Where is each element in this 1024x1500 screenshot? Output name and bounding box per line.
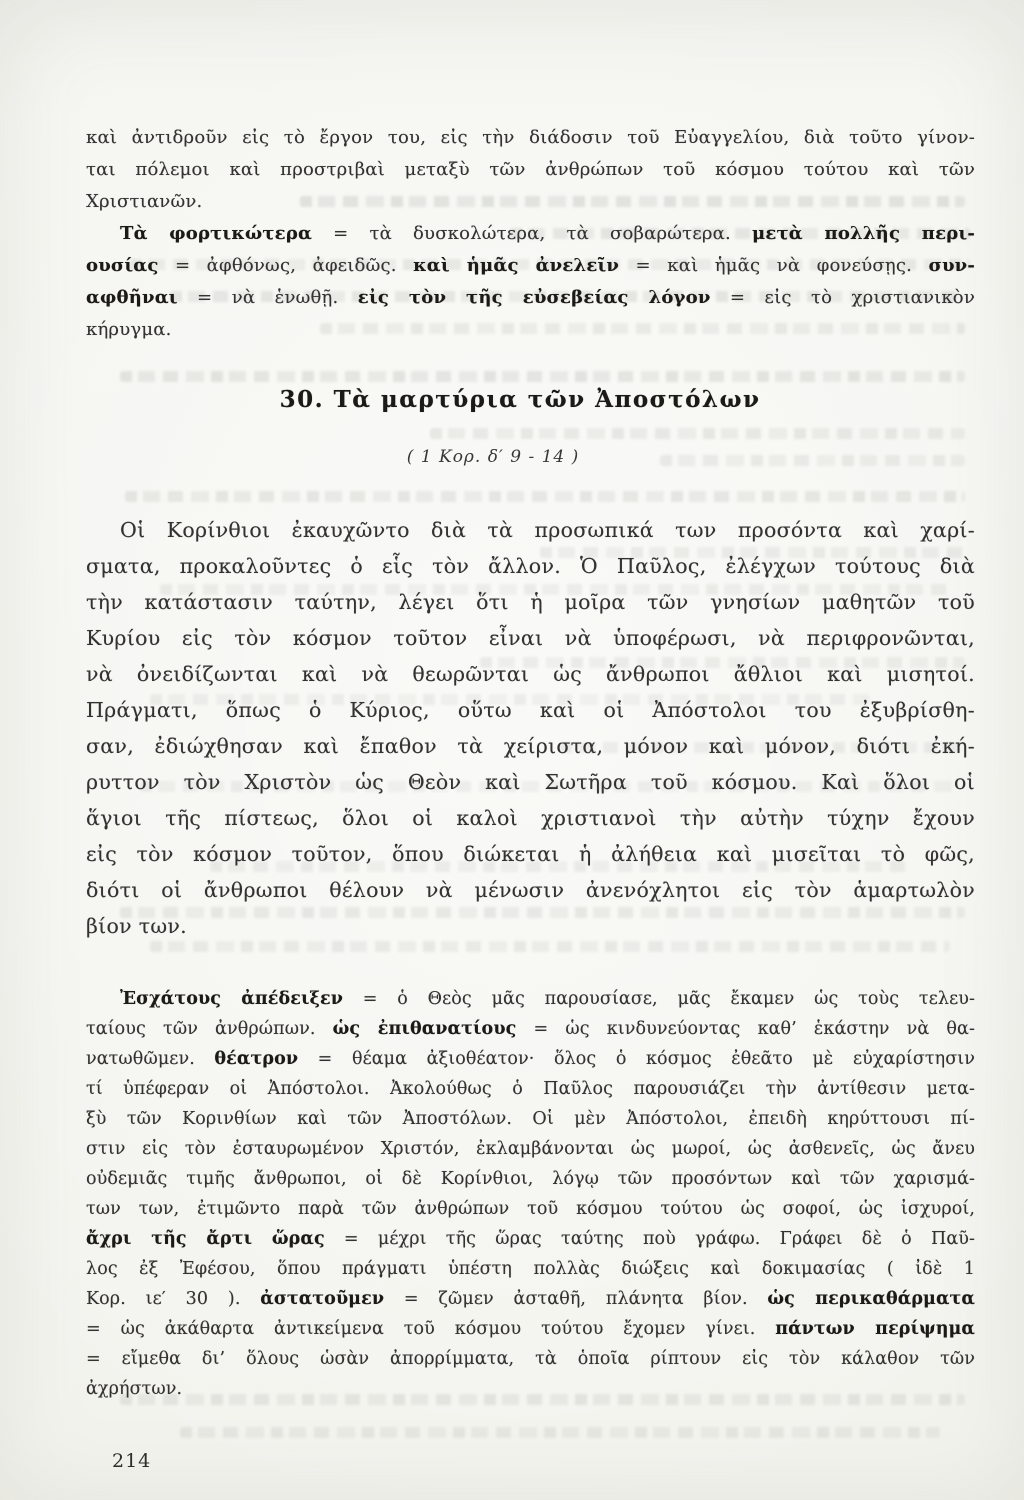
page-number: 214 [112,1450,152,1472]
text-segment: ταίους τῶν ἀνθρώπων. [86,1019,333,1039]
gloss-term: Τὰ φορτικώτερα [120,223,313,244]
text-line [86,656,975,692]
gloss-term: συν- [928,255,976,276]
text-segment: = ἀφθόνως, ἀφειδῶς. [158,255,414,276]
bleed-through-artifact [180,1427,940,1438]
bleed-through-artifact [120,371,965,382]
section-citation: ( 1 Κορ. δ′ 9 - 14 ) [406,447,580,467]
gloss-term: ὡς περικαθάρματα [767,1289,975,1309]
text-segment: ἅγιοι τῆς πίστεως, ὅλοι οἱ καλοὶ χριστιανοὶ τὴν αὐτὴν τύχην ἔχουν [86,806,975,830]
text-segment: ἀχρήστων. [86,1379,183,1399]
text-line [86,1194,975,1224]
text-segment: τὴν κατάστασιν ταύτην, λέγει ὅτι ἡ μοῖρα τῶν γνησίων μαθητῶν τοῦ [86,590,975,614]
text-segment: ται πόλεμοι καὶ προστριβαὶ μεταξὺ τῶν ἀνθρώπων τοῦ κόσμου τούτου καὶ τῶν [86,159,975,180]
text-segment: ρυττον τὸν Χριστὸν ὡς Θεὸν καὶ Σωτῆρα τοῦ κόσμου. Καὶ ὅλοι οἱ [86,770,975,794]
text-segment: = ὡς ἀκάθαρτα ἀντικείμενα τοῦ κόσμου τούτου ἔχομεν γίνει. [86,1319,776,1339]
text-segment: = νὰ ἑνωθῇ. [177,287,358,308]
text-line [86,1014,975,1044]
glossary-paragraph [86,984,975,1404]
gloss-term: καὶ ἡμᾶς ἀνελεῖν [413,255,620,276]
text-segment: νὰ ὀνειδίζωνται καὶ νὰ θεωρῶνται ὡς ἄνθρωποι ἄθλιοι καὶ μισητοί. [86,662,975,686]
bleed-through-artifact [125,491,965,502]
text-line [86,728,975,764]
text-line [86,1074,975,1104]
text-segment: Οἱ Κορίνθιοι ἐκαυχῶντο διὰ τὰ προσωπικά των προσόντα καὶ χαρί- [120,518,975,542]
text-line [86,282,975,314]
text-segment: = θέαμα ἀξιοθέατον· ὅλος ὁ κόσμος ἐθεᾶτο μὲ εὐχαρίστησιν [298,1049,975,1069]
text-line [86,908,975,944]
text-line [86,1314,975,1344]
gloss-term: ἄχρι τῆς ἄρτι ὥρας [86,1229,325,1249]
text-line [86,1254,975,1284]
text-line [86,1134,975,1164]
gloss-term: αφθῆναι [86,287,178,308]
text-segment: Κυρίου εἰς τὸν κόσμον τοῦτον εἶναι νὰ ὑποφέρωσι, νὰ περιφρονῶνται, [86,626,975,650]
text-segment: Πράγματι, ὅπως ὁ Κύριος, οὕτω καὶ οἱ Ἀπόστολοι του ἐξυβρίσθη- [86,698,975,722]
text-line [86,1284,975,1314]
text-line [86,1104,975,1134]
text-segment: νατωθῶμεν. [86,1049,215,1069]
text-line [86,1224,975,1254]
intro-paragraph [86,122,975,346]
text-line [86,314,975,346]
text-segment: των των, ἐτιμῶντο παρὰ τῶν ἀνθρώπων τοῦ κόσμου τούτου ὡς σοφοί, ὡς ἰσχυροί, [86,1199,975,1219]
gloss-term: ὡς ἐπιθανατίους [332,1019,517,1039]
text-segment: = ζῶμεν ἀσταθῆ, πλάνητα βίον. [384,1289,768,1309]
text-line [86,122,975,154]
text-segment: λος ἐξ Ἐφέσου, ὅπου πράγματι ὑπέστη πολλὰς διώξεις καὶ δοκιμασίας ( ἰδὲ 1 [86,1259,975,1279]
text-line [86,984,975,1014]
text-segment: = εἰς τὸ χριστιανικὸν [710,287,975,308]
text-line [86,764,975,800]
text-segment: Χριστιανῶν. [86,191,203,212]
text-segment: σαν, ἐδιώχθησαν καὶ ἔπαθον τὰ χείριστα, μόνον καὶ μόνον, διότι ἐκή- [86,734,975,758]
section-heading: 30. Τὰ μαρτύρια τῶν Ἀποστόλων [279,386,761,413]
text-segment: διότι οἱ ἄνθρωποι θέλουν νὰ μένωσιν ἀνενόχλητοι εἰς τὸν ἁμαρτωλὸν [86,878,975,902]
text-segment: = ὡς κινδυνεύοντας καθ’ ἑκάστην νὰ θα- [516,1019,975,1039]
text-segment: βίον των. [86,914,187,938]
text-line [86,692,975,728]
text-line [86,512,975,548]
text-segment: οὐδεμιᾶς τιμῆς ἄνθρωποι, οἱ δὲ Κορίνθιοι, λόγῳ τῶν προσόντων καὶ τῶν χαρισμά- [86,1169,975,1189]
gloss-term: ουσίας [86,255,159,276]
text-line [86,620,975,656]
text-segment: = ὁ Θεὸς μᾶς παρουσίασε, μᾶς ἔκαμεν ὡς τοὺς τελευ- [343,989,975,1009]
gloss-term: ἀστατοῦμεν [260,1289,385,1309]
body-paragraph [86,512,975,944]
text-line [86,250,975,282]
text-line [86,186,975,218]
gloss-term: πάντων περίψημα [775,1319,975,1339]
text-line [86,548,975,584]
gloss-term: εἰς τὸν τῆς εὐσεβείας λόγον [357,287,711,308]
text-segment: = καὶ ἡμᾶς νὰ φονεύσῃς. [619,255,929,276]
gloss-term: μετὰ πολλῆς περι- [751,223,975,244]
bleed-through-artifact [430,428,965,439]
gloss-term: Ἐσχάτους ἀπέδειξεν [120,989,344,1009]
text-line [86,1374,975,1404]
gloss-term: θέατρον [214,1049,299,1069]
text-segment: Κορ. ιε′ 30 ). [86,1289,261,1309]
text-segment: ξὺ τῶν Κορινθίων καὶ τῶν Ἀποστόλων. Οἱ μὲν Ἀπόστολοι, ἐπειδὴ κηρύττουσι πί- [86,1109,975,1129]
text-segment: στιν εἰς τὸν ἐσταυρωμένον Χριστόν, ἐκλαμβάνονται ὡς μωροί, ὡς ἀσθενεῖς, ὡς ἄνευ [86,1139,975,1159]
text-line [86,836,975,872]
text-line [86,1164,975,1194]
text-segment: = τὰ δυσκολώτερα, τὰ σοβαρώτερα. [312,223,752,244]
text-line [86,154,975,186]
text-segment: εἰς τὸν κόσμον τοῦτον, ὅπου διώκεται ἡ ἀλήθεια καὶ μισεῖται τὸ φῶς, [86,842,975,866]
text-line [86,1044,975,1074]
text-line [86,872,975,908]
text-segment: = μέχρι τῆς ὥρας ταύτης ποὺ γράφω. Γράφει δὲ ὁ Παῦ- [324,1229,976,1249]
text-line [86,1344,975,1374]
text-segment: καὶ ἀντιδροῦν εἰς τὸ ἔργον του, εἰς τὴν διάδοσιν τοῦ Εὐαγγελίου, διὰ τοῦτο γίνον- [86,127,975,148]
text-segment: κήρυγμα. [86,319,172,340]
text-line [86,800,975,836]
text-segment: = εἴμεθα δι’ ὅλους ὡσὰν ἀπορρίμματα, τὰ ὁποῖα ρίπτουν εἰς τὸν κάλαθον τῶν [86,1349,975,1369]
text-line [86,218,975,250]
text-line [86,584,975,620]
text-segment: τί ὑπέφεραν οἱ Ἀπόστολοι. Ἀκολούθως ὁ Παῦλος παρουσιάζει τὴν ἀντίθεσιν μετα- [86,1079,975,1099]
text-segment: σματα, προκαλοῦντες ὁ εἷς τὸν ἄλλον. Ὁ Παῦλος, ἐλέγχων τούτους διὰ [86,554,975,578]
